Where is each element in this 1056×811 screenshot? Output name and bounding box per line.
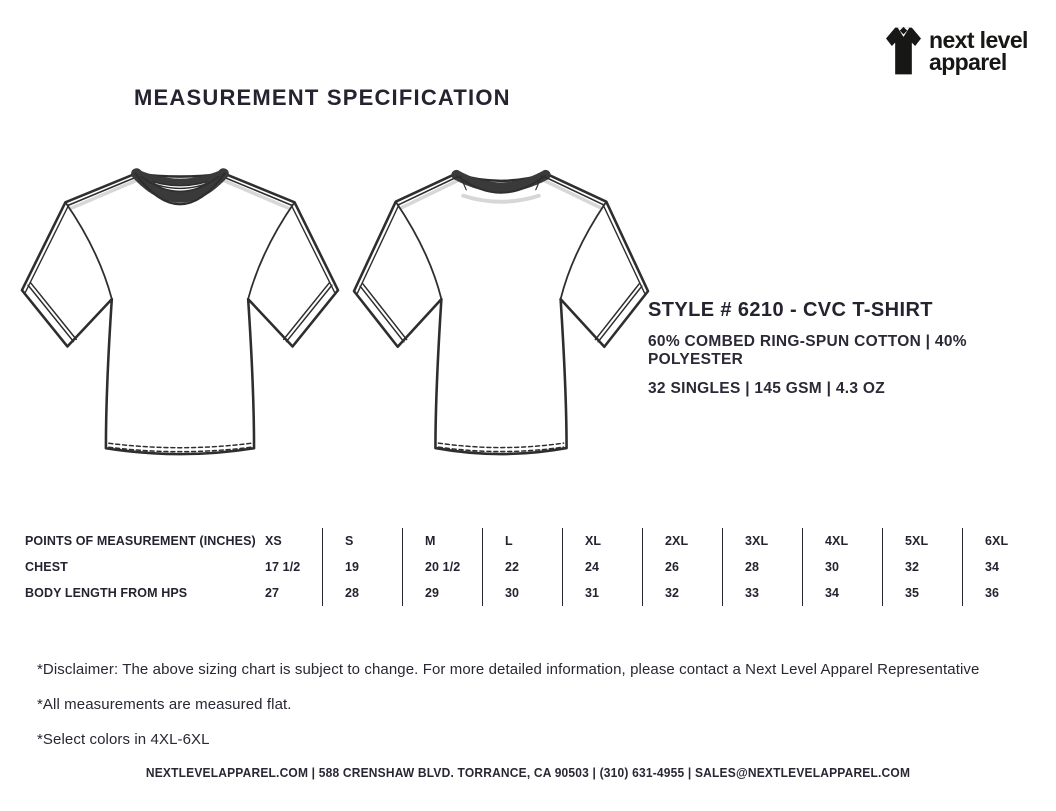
tshirt-back-drawing <box>352 150 650 468</box>
tshirt-logo-icon <box>886 26 921 76</box>
size-header: M <box>403 528 483 554</box>
chest-value: 22 <box>483 554 563 580</box>
size-header: XS <box>243 528 323 554</box>
style-number: STYLE # 6210 - CVC T-SHIRT <box>648 299 933 321</box>
size-header: L <box>483 528 563 554</box>
tshirt-front-drawing <box>10 144 346 465</box>
size-header: 4XL <box>803 528 883 554</box>
brand-name-line2: apparel <box>929 49 1007 75</box>
chest-value: 30 <box>803 554 883 580</box>
body-length-value: 31 <box>563 580 643 606</box>
body-length-value: 36 <box>985 586 1000 600</box>
size-header: 6XL <box>985 534 1009 548</box>
size-header: S <box>323 528 403 554</box>
fabric-content: 60% COMBED RING-SPUN COTTON | 40% POLYESTER <box>648 333 967 368</box>
style-info <box>648 299 1056 398</box>
size-header: XL <box>563 528 643 554</box>
footer-contact-info: NEXTLEVELAPPAREL.COM | 588 CRENSHAW BLVD. TORRANCE, CA 90503 | (310) 631-4955 | SALES@NEXTLEVELAPPAREL.COM <box>145 766 911 780</box>
page-title: MEASUREMENT SPECIFICATION <box>134 85 511 110</box>
size-header: 3XL <box>723 528 803 554</box>
row-label-body-length: BODY LENGTH FROM HPS <box>25 586 188 600</box>
table-header-label: POINTS OF MEASUREMENT (INCHES) <box>25 534 256 548</box>
size-header: 2XL <box>643 528 723 554</box>
body-length-value: 33 <box>723 580 803 606</box>
brand-name-line1: next level <box>929 27 1028 53</box>
body-length-value: 28 <box>323 580 403 606</box>
select-colors-note: *Select colors in 4XL-6XL <box>37 731 210 748</box>
size-table <box>25 528 1043 606</box>
chest-value: 34 <box>985 560 1000 574</box>
chest-value: 17 1/2 <box>243 554 323 580</box>
size-header: 5XL <box>883 528 963 554</box>
body-length-value: 27 <box>243 580 323 606</box>
body-length-value: 34 <box>803 580 883 606</box>
chest-value: 19 <box>323 554 403 580</box>
chest-value: 28 <box>723 554 803 580</box>
brand-wordmark <box>929 29 1028 73</box>
chest-value: 32 <box>883 554 963 580</box>
body-length-value: 29 <box>403 580 483 606</box>
body-length-value: 35 <box>883 580 963 606</box>
chest-value: 26 <box>643 554 723 580</box>
row-label-chest: CHEST <box>25 560 68 574</box>
body-length-value: 32 <box>643 580 723 606</box>
disclaimer-note: *Disclaimer: The above sizing chart is subject to change. For more detailed information, please contact a Next Level Apparel Representative <box>37 661 980 678</box>
measured-flat-note: *All measurements are measured flat. <box>37 696 292 713</box>
fabric-construction: 32 SINGLES | 145 GSM | 4.3 OZ <box>648 380 886 397</box>
body-length-value: 30 <box>483 580 563 606</box>
footnotes <box>37 661 979 766</box>
chest-value: 24 <box>563 554 643 580</box>
chest-value: 20 1/2 <box>403 554 483 580</box>
brand-logo <box>886 26 1028 76</box>
